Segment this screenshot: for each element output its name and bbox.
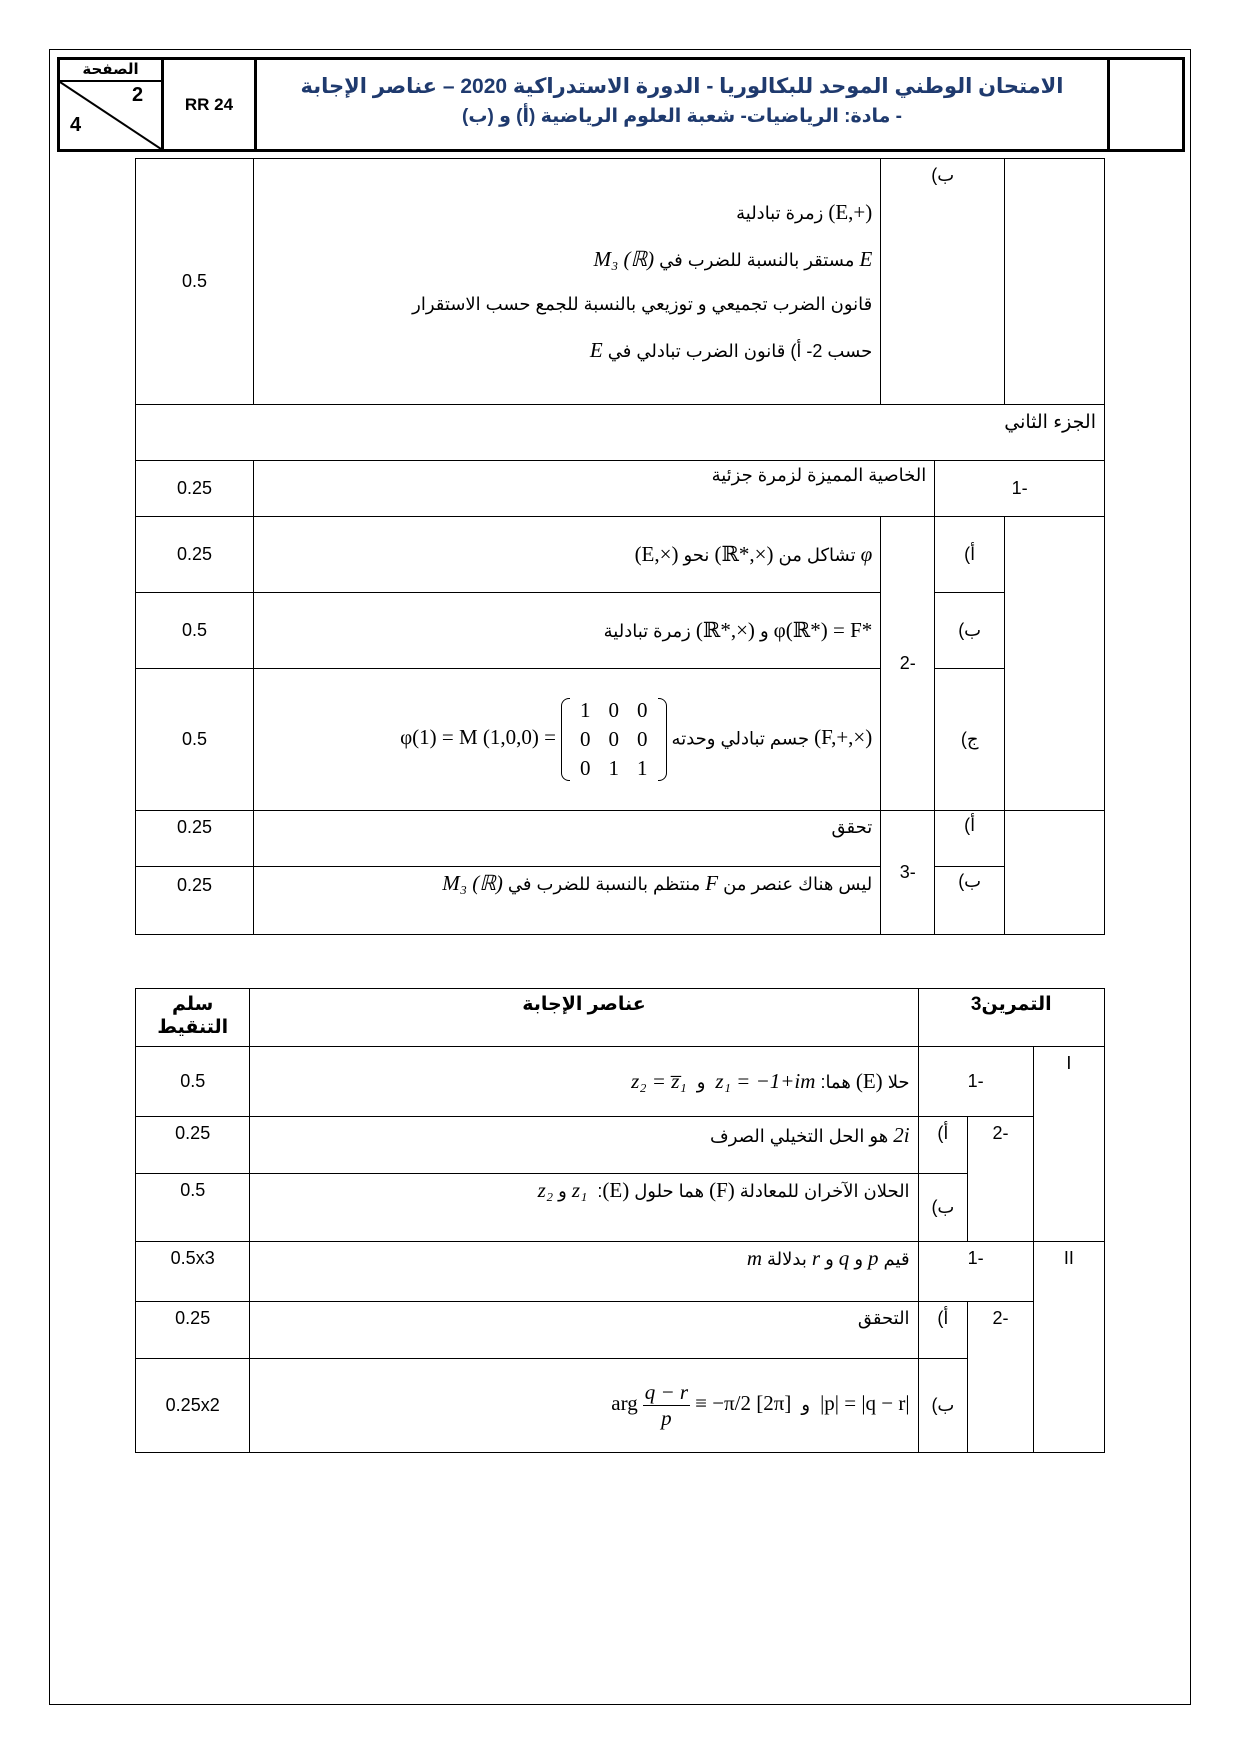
matrix-entry: 1	[580, 698, 591, 722]
table-row	[136, 1242, 1105, 1302]
math-M3: M₃ (ℝ)	[442, 871, 503, 895]
answer-text: و	[854, 1249, 864, 1269]
question-number: -2	[881, 517, 935, 811]
row-label: ب)	[935, 867, 1005, 935]
page-current: 2	[132, 84, 144, 106]
math-z1: z₁ = −1+im	[715, 1069, 816, 1093]
part-number: I	[1033, 1047, 1104, 1242]
question-number: -3	[881, 811, 935, 935]
answer-cell	[253, 159, 880, 405]
row-label: ب)	[918, 1174, 968, 1242]
matrix-entry: 1	[608, 756, 620, 780]
math-field: (F,+,×)	[814, 725, 873, 750]
answer-text: الحلان الآخران للمعادلة	[739, 1181, 910, 1201]
math-p: p	[868, 1246, 879, 1270]
score-cell: 0.25x2	[136, 1359, 250, 1453]
answer-cell	[250, 1359, 918, 1453]
math-phi-one: φ(1) = M (1,0,0) =	[400, 725, 557, 750]
answer-text: حلا	[887, 1072, 910, 1092]
score-cell: 0.5	[136, 669, 254, 811]
math-F: F	[705, 871, 719, 895]
elements-header: عناصر الإجابة	[250, 989, 918, 1047]
table-row	[136, 1359, 1105, 1453]
math-M3: M₃ (ℝ)	[593, 247, 655, 272]
matrix-entry: 0	[608, 727, 620, 751]
math-congruence: ≡ −π/2 [2π]	[695, 1391, 792, 1416]
answers-table-ex3	[135, 988, 1105, 1453]
matrix-entry: 1	[637, 756, 648, 780]
row-label: ب)	[881, 159, 1005, 405]
math-group: (E,×)	[634, 542, 679, 566]
answer-text: قيم	[883, 1249, 910, 1269]
page-label: الصفحة	[60, 60, 161, 82]
table-row	[136, 1117, 1105, 1174]
identity-matrix	[561, 696, 667, 783]
math-modulus: |p| = |q − r|	[820, 1391, 910, 1416]
math-2i: 2i	[893, 1123, 910, 1147]
answer-text: و	[825, 1249, 834, 1269]
table-row	[136, 1047, 1105, 1117]
answer-text: الخاصية المميزة لزمرة جزئية	[253, 461, 934, 517]
answer-text: التحقق	[250, 1302, 918, 1359]
answers-table-ex2	[135, 158, 1105, 935]
row-label: أ)	[935, 811, 1005, 867]
table-row	[136, 461, 1105, 517]
answer-cell	[253, 517, 880, 593]
question-number: -1	[918, 1242, 1033, 1302]
math-m: m	[746, 1246, 762, 1270]
exercise-header: التمرين3	[918, 989, 1104, 1047]
question-number: -2	[968, 1302, 1033, 1453]
table-row	[136, 669, 1105, 811]
score-cell: 0.25	[136, 867, 254, 935]
answer-text: حسب 2- أ) قانون الضرب تبادلي في	[607, 340, 873, 361]
answer-text: تشاكل من	[778, 545, 856, 565]
table-header-row	[136, 989, 1105, 1047]
math-z1: z₁	[571, 1178, 588, 1202]
matrix-entry: 0	[637, 698, 648, 722]
score-cell: 0.5x3	[136, 1242, 250, 1302]
exam-header	[57, 57, 1185, 152]
answer-text: و	[558, 1181, 567, 1201]
math-image: φ(ℝ*) = F*	[773, 618, 873, 642]
answer-text: هما حلول	[634, 1181, 705, 1201]
section-title: الجزء الثاني	[136, 405, 1105, 461]
table-row	[136, 517, 1105, 593]
question-number: -1	[935, 461, 1105, 517]
answer-text: ليس هناك عنصر من	[723, 874, 873, 894]
table-row	[136, 593, 1105, 669]
answer-text: نحو	[683, 545, 710, 565]
row-label: ج)	[935, 669, 1005, 811]
math-z2: z₂ = z̅₁	[631, 1069, 687, 1093]
score-cell: 0.5	[136, 159, 254, 405]
math-E: (E)	[855, 1069, 883, 1093]
matrix-entry: 0	[608, 698, 620, 722]
answer-text: و	[696, 1072, 706, 1092]
answer-cell	[253, 867, 880, 935]
row-label: أ)	[918, 1117, 968, 1174]
score-cell: 0.25	[136, 1302, 250, 1359]
answer-cell	[250, 1242, 918, 1302]
title-line-1: الامتحان الوطني الموحد للبكالوريا - الدورة الاستدراكية 2020 – عناصر الإجابة	[300, 75, 1064, 98]
matrix-entry: 0	[580, 727, 591, 751]
math-r: r	[811, 1246, 821, 1270]
title-line-2: - مادة: الرياضيات- شعبة العلوم الرياضية (أ) و (ب)	[462, 106, 902, 127]
answer-text: منتظم بالنسبة للضرب في	[507, 874, 701, 894]
score-cell: 0.25	[136, 517, 254, 593]
answer-text: هو الحل التخيلي الصرف	[710, 1126, 889, 1146]
score-header: سلم التنقيط	[136, 989, 250, 1047]
matrix-entry: 0	[580, 756, 591, 780]
math-phi: φ	[860, 542, 873, 566]
numerator: q − r	[644, 1380, 689, 1404]
answer-text: :	[597, 1181, 603, 1201]
denominator: p	[661, 1406, 672, 1430]
math-z2: z₂	[537, 1178, 554, 1202]
exam-title	[257, 60, 1107, 149]
score-cell: 0.5	[136, 1174, 250, 1242]
math-arg: arg	[611, 1391, 638, 1416]
math-E: (E)	[602, 1178, 630, 1202]
math-group: (ℝ*,×)	[695, 618, 755, 642]
page-total: 4	[70, 114, 82, 136]
answer-text: جسم تبادلي وحدته	[671, 728, 810, 749]
fraction	[643, 1380, 690, 1431]
section-row	[136, 405, 1105, 461]
math-group: (ℝ*,×)	[714, 542, 774, 566]
page-number-box	[60, 82, 161, 149]
table-row	[136, 811, 1105, 867]
math-E-plus: (E,+)	[828, 199, 873, 224]
row-label: أ)	[918, 1302, 968, 1359]
score-cell: 0.5	[136, 1047, 250, 1117]
answer-text: هما:	[820, 1072, 851, 1092]
answer-cell	[250, 1174, 918, 1242]
answer-text: زمرة تبادلية	[603, 621, 691, 641]
answer-text: بدلالة	[767, 1249, 807, 1269]
score-cell: 0.25	[136, 461, 254, 517]
exam-code: RR 24	[184, 94, 234, 114]
answer-text: و	[801, 1394, 811, 1415]
score-cell: 0.5	[136, 593, 254, 669]
empty-cell	[1005, 159, 1105, 405]
answer-cell	[250, 1117, 918, 1174]
answer-text: تحقق	[253, 811, 880, 867]
answer-text: قانون الضرب تجميعي و توزيعي بالنسبة للجمع حسب الاستقرار	[412, 294, 873, 315]
answer-cell	[250, 1047, 918, 1117]
part-number: II	[1033, 1242, 1104, 1453]
table-row	[136, 867, 1105, 935]
score-cell: 0.25	[136, 1117, 250, 1174]
answer-text: زمرة تبادلية	[736, 202, 824, 223]
answer-text: و	[759, 621, 769, 641]
math-argument	[611, 1380, 791, 1431]
row-label: أ)	[935, 517, 1005, 593]
table-row	[136, 1302, 1105, 1359]
table-row	[136, 159, 1105, 405]
math-E: E	[589, 337, 603, 362]
question-number: -2	[968, 1117, 1033, 1242]
math-E: E	[859, 247, 873, 272]
answer-cell	[253, 669, 880, 811]
math-F: (F)	[709, 1178, 735, 1202]
row-label: ب)	[935, 593, 1005, 669]
score-cell: 0.25	[136, 811, 254, 867]
answer-cell	[253, 593, 880, 669]
math-q: q	[838, 1246, 850, 1270]
row-label: ب)	[918, 1359, 968, 1453]
answer-text: مستقر بالنسبة للضرب في	[659, 250, 855, 271]
question-number: -1	[918, 1047, 1033, 1117]
table-row	[136, 1174, 1105, 1242]
matrix-entry: 0	[637, 727, 648, 751]
